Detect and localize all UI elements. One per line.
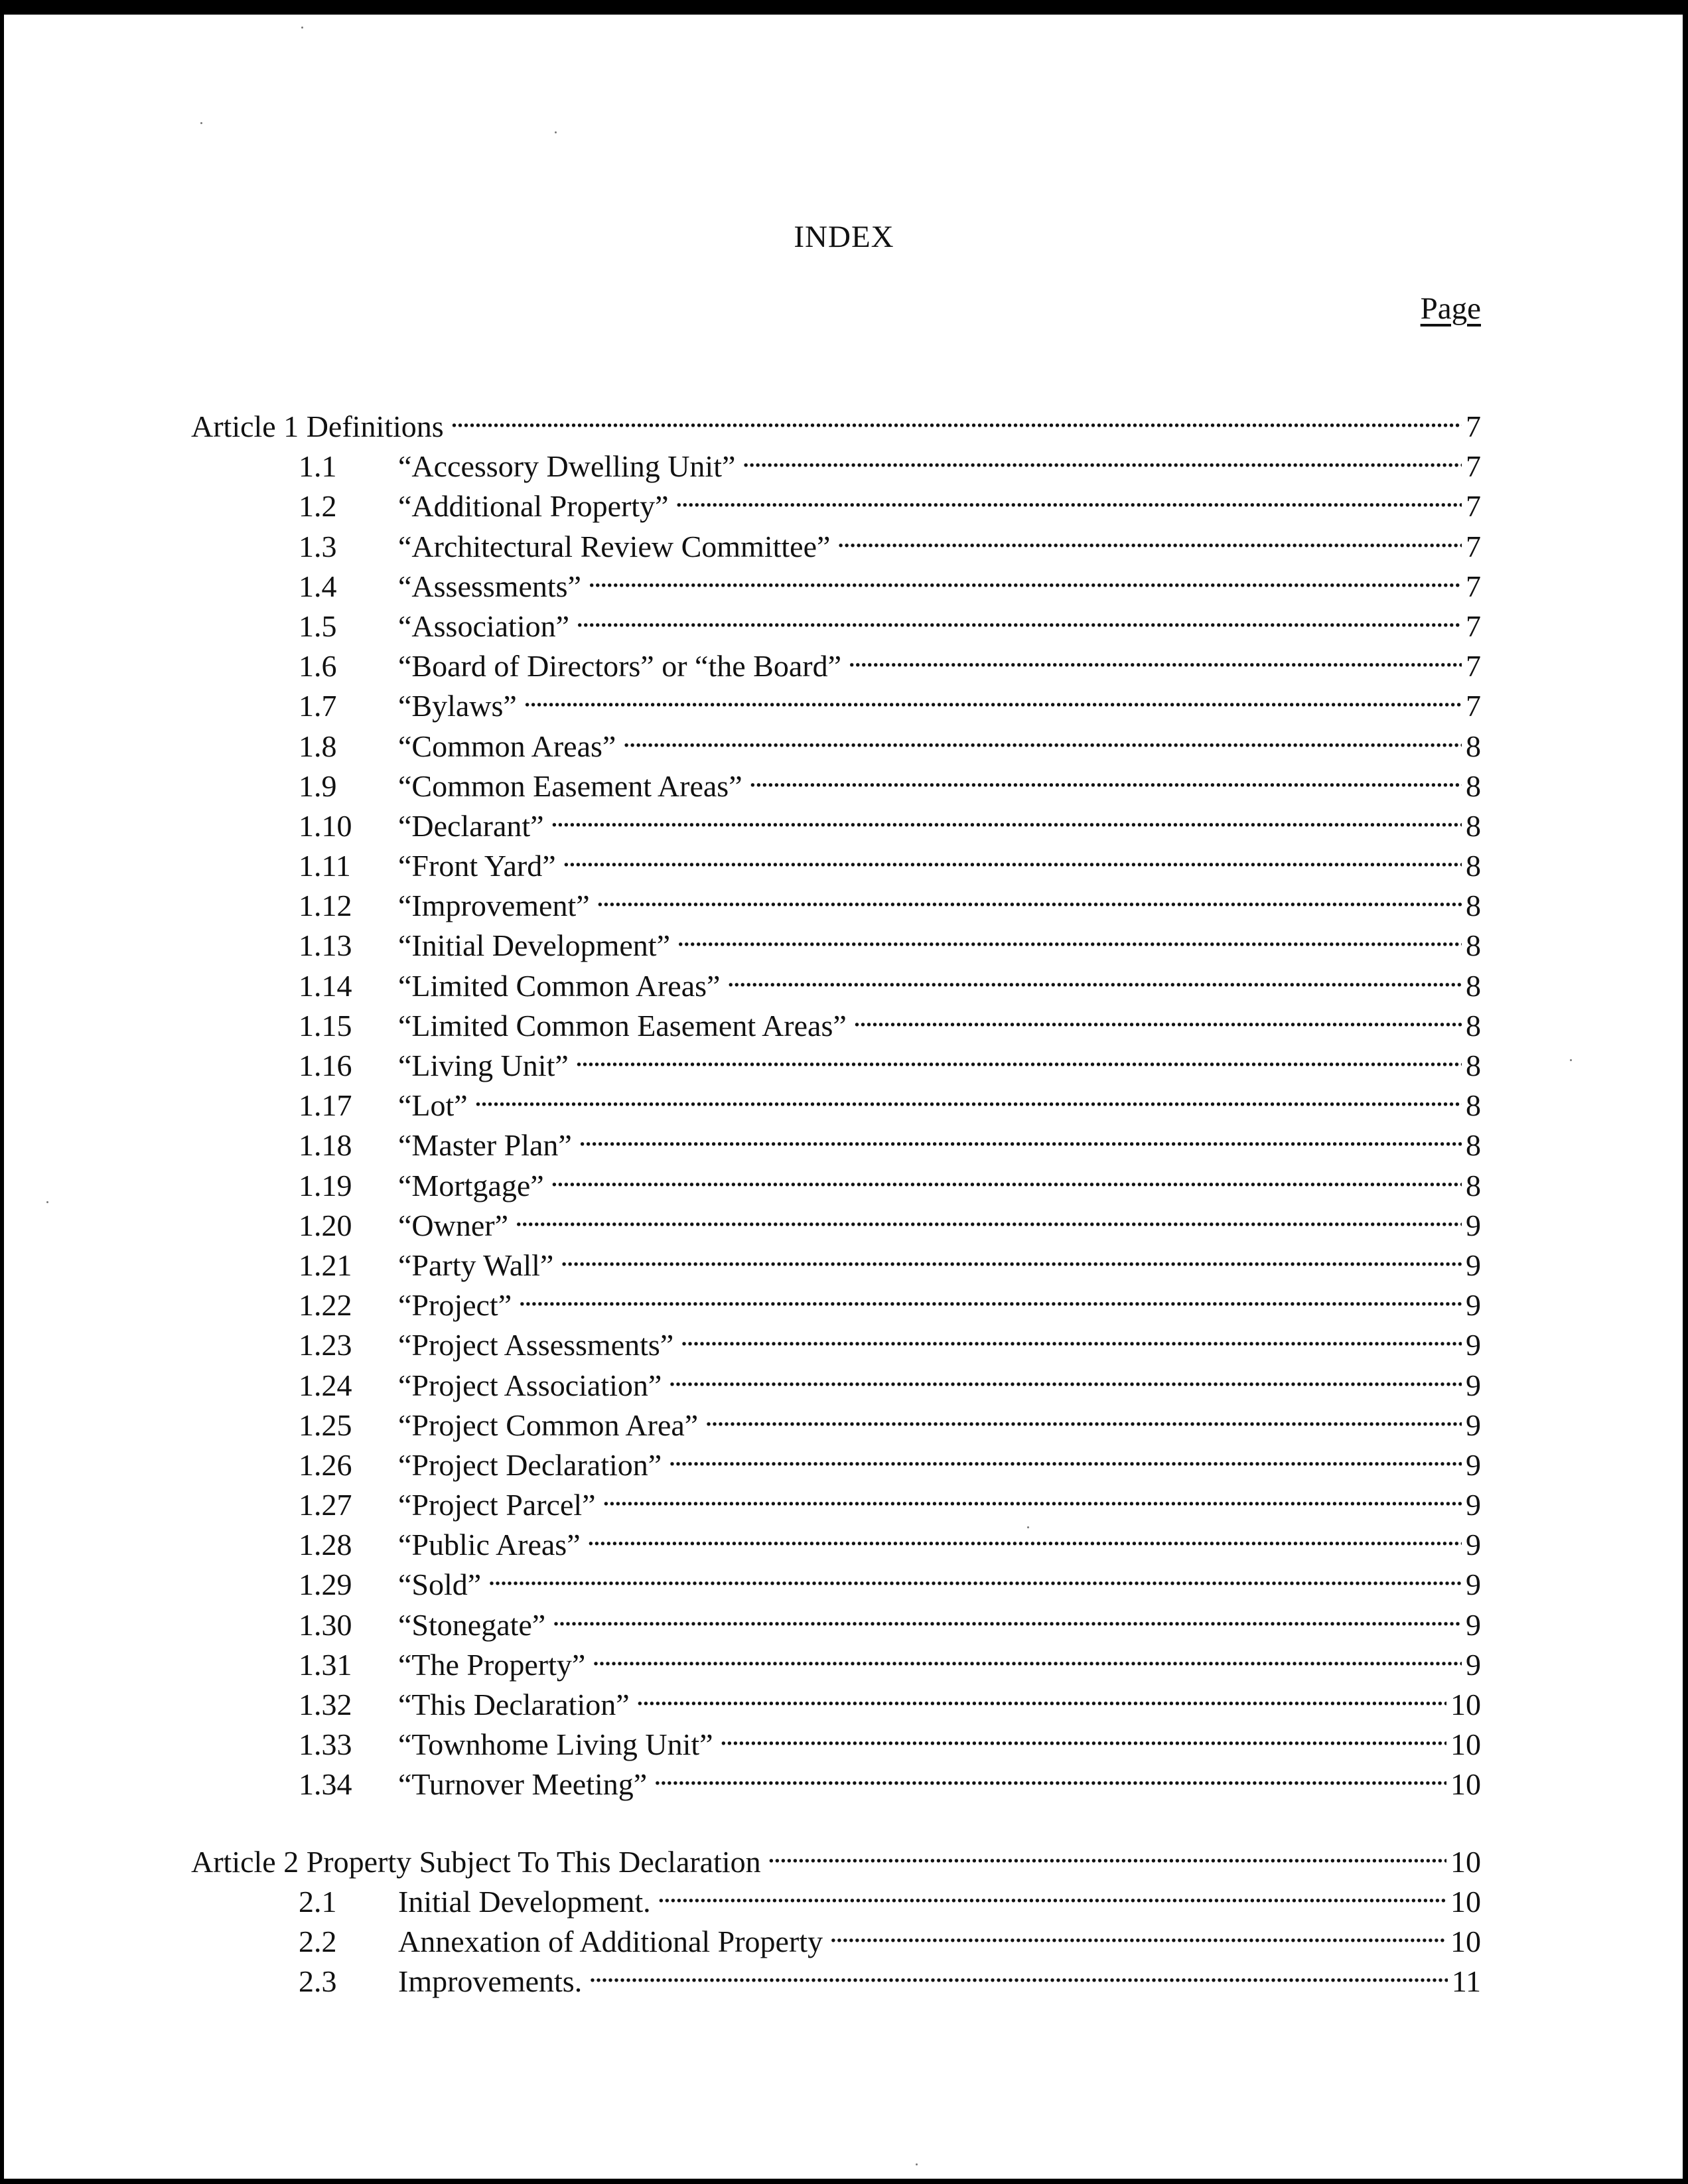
- scan-speck: [916, 2163, 918, 2165]
- page-number: 10: [1450, 1924, 1481, 1958]
- page-number: 8: [1466, 1088, 1481, 1123]
- dot-leader: [853, 996, 1462, 1036]
- section-title: “Lot”: [398, 1088, 468, 1123]
- section-number: 1.4: [299, 569, 337, 603]
- page-number: 7: [1466, 449, 1481, 484]
- page-number: 8: [1466, 729, 1481, 763]
- dot-leader: [622, 717, 1462, 757]
- section-title: “Declarant”: [398, 808, 544, 843]
- dot-leader: [551, 796, 1462, 836]
- section-number: 1.11: [299, 849, 351, 883]
- page-number: 8: [1466, 768, 1481, 803]
- dot-leader: [515, 1196, 1462, 1236]
- section-number: 1.20: [299, 1208, 352, 1242]
- page-number: 9: [1466, 1248, 1481, 1282]
- dot-leader: [451, 397, 1462, 437]
- section-title: “Improvement”: [398, 889, 590, 923]
- section-number: 1.5: [299, 609, 337, 643]
- dot-leader: [654, 1755, 1446, 1794]
- section-number: 1.3: [299, 529, 337, 563]
- page-number: 9: [1466, 1567, 1481, 1602]
- section-number: 1.1: [299, 449, 337, 484]
- section-number: 1.23: [299, 1328, 352, 1362]
- section-title: “Architectural Review Committee”: [398, 529, 831, 563]
- section-number: 1.26: [299, 1447, 352, 1482]
- dot-leader: [588, 557, 1462, 597]
- page-number: 8: [1466, 1008, 1481, 1043]
- page-number: 9: [1466, 1607, 1481, 1642]
- dot-leader: [587, 1515, 1462, 1555]
- dot-leader: [727, 956, 1462, 996]
- section-number: 1.30: [299, 1607, 352, 1642]
- section-title: “Project Association”: [398, 1368, 662, 1402]
- section-title: “This Declaration”: [398, 1688, 630, 1721]
- section-number: 1.17: [299, 1088, 352, 1123]
- page-number: 8: [1466, 1049, 1481, 1082]
- article-title: Article 2 Property Subject To This Declaration: [191, 1844, 761, 1879]
- dot-leader: [563, 836, 1462, 876]
- section-number: 1.2: [299, 489, 337, 524]
- dot-leader: [848, 636, 1462, 676]
- dot-leader: [668, 1356, 1462, 1396]
- dot-leader: [518, 1275, 1462, 1315]
- section-number: 2.2: [299, 1924, 337, 1958]
- section-title: “Owner”: [398, 1208, 509, 1242]
- section-number: 1.15: [299, 1008, 352, 1043]
- section-title: “Bylaws”: [398, 689, 517, 723]
- dot-leader: [829, 1912, 1446, 1952]
- page-number: 8: [1466, 968, 1481, 1003]
- dot-leader: [551, 1156, 1462, 1196]
- section-number: 1.33: [299, 1727, 352, 1762]
- section-title: “Living Unit”: [398, 1049, 569, 1082]
- page-number: 7: [1466, 649, 1481, 684]
- section-title: “Association”: [398, 609, 570, 643]
- dot-leader: [675, 476, 1462, 516]
- page-number: 9: [1466, 1208, 1481, 1242]
- scan-speck: [555, 131, 557, 133]
- section-title: “Limited Common Areas”: [398, 968, 721, 1003]
- section-number: 1.13: [299, 928, 352, 963]
- dot-leader: [589, 1952, 1447, 1992]
- section-number: 1.7: [299, 689, 337, 723]
- section-number: 1.10: [299, 808, 352, 843]
- page-column-header: Page: [1420, 291, 1481, 326]
- section-number: 1.14: [299, 968, 352, 1003]
- page-number: 11: [1451, 1964, 1481, 1999]
- article-title: Article 1 Definitions: [191, 409, 444, 443]
- section-number: 1.6: [299, 649, 337, 684]
- page-number: 9: [1466, 1368, 1481, 1402]
- section-title: “Project Parcel”: [398, 1488, 596, 1522]
- page-number: 7: [1466, 689, 1481, 723]
- dot-leader: [552, 1595, 1462, 1635]
- dot-leader: [575, 1036, 1462, 1076]
- dot-leader: [720, 1715, 1446, 1755]
- page-number: 8: [1466, 849, 1481, 883]
- page-number: 9: [1466, 1447, 1481, 1482]
- page-number: 9: [1466, 1647, 1481, 1682]
- dot-leader: [602, 1475, 1462, 1515]
- dot-leader: [592, 1635, 1462, 1675]
- scan-speck: [46, 1201, 48, 1203]
- dot-leader: [680, 1315, 1462, 1355]
- section-number: 1.29: [299, 1567, 352, 1602]
- dot-leader: [524, 676, 1462, 716]
- page-number: 9: [1466, 1328, 1481, 1362]
- scan-speck: [1027, 1526, 1029, 1528]
- section-number: 1.21: [299, 1248, 352, 1282]
- section-title: “Assessments”: [398, 569, 581, 603]
- section-title: “Stonegate”: [398, 1607, 546, 1642]
- page-number: 7: [1466, 529, 1481, 563]
- document-title: INDEX: [794, 220, 894, 254]
- section-number: 2.1: [299, 1884, 337, 1919]
- section-title: “Initial Development”: [398, 928, 671, 963]
- page-number: 8: [1466, 808, 1481, 843]
- scan-speck: [301, 27, 303, 29]
- section-number: 1.24: [299, 1368, 352, 1402]
- section-title: “The Property”: [398, 1647, 586, 1682]
- dot-leader: [474, 1076, 1462, 1116]
- page-number: 7: [1466, 609, 1481, 643]
- section-number: 2.3: [299, 1964, 337, 1999]
- section-number: 1.27: [299, 1488, 352, 1522]
- dot-leader: [579, 1116, 1462, 1155]
- page-number: 7: [1466, 569, 1481, 603]
- section-title: “Common Easement Areas”: [398, 768, 742, 803]
- dot-leader: [742, 437, 1462, 476]
- section-number: 1.32: [299, 1688, 352, 1721]
- section-title: “Master Plan”: [398, 1128, 572, 1163]
- page-number: 8: [1466, 1128, 1481, 1163]
- section-title: “Accessory Dwelling Unit”: [398, 449, 736, 484]
- toc-article-row: [191, 397, 1481, 443]
- page-number: 7: [1466, 409, 1481, 443]
- toc-article-row: [191, 1832, 1481, 1879]
- section-title: “Public Areas”: [398, 1528, 581, 1562]
- dot-leader: [677, 916, 1462, 956]
- page-number: 10: [1450, 1884, 1481, 1919]
- section-number: 1.22: [299, 1288, 352, 1323]
- section-number: 1.31: [299, 1647, 352, 1682]
- scan-speck: [1570, 1059, 1572, 1061]
- section-title: “Project”: [398, 1288, 512, 1323]
- section-number: 1.28: [299, 1528, 352, 1562]
- page-number: 9: [1466, 1408, 1481, 1442]
- section-number: 1.12: [299, 889, 352, 923]
- page-number: 9: [1466, 1488, 1481, 1522]
- dot-leader: [768, 1832, 1446, 1872]
- dot-leader: [658, 1872, 1446, 1912]
- page-number: 10: [1450, 1688, 1481, 1721]
- section-title: “Front Yard”: [398, 849, 556, 883]
- page-number: 7: [1466, 489, 1481, 524]
- page-number: 9: [1466, 1528, 1481, 1562]
- section-number: 1.34: [299, 1767, 352, 1802]
- section-number: 1.8: [299, 729, 337, 763]
- dot-leader: [668, 1435, 1462, 1475]
- page-number: 10: [1450, 1767, 1481, 1802]
- section-title: “Townhome Living Unit”: [398, 1727, 713, 1762]
- section-title: “Sold”: [398, 1567, 482, 1602]
- section-title: “Project Assessments”: [398, 1328, 674, 1362]
- section-number: 1.16: [299, 1049, 352, 1082]
- section-title: “Mortgage”: [398, 1168, 544, 1202]
- section-title: “Party Wall”: [398, 1248, 554, 1282]
- section-title: “Project Declaration”: [398, 1447, 662, 1482]
- section-title: “Project Common Area”: [398, 1408, 699, 1442]
- section-title: Improvements.: [398, 1964, 583, 1999]
- section-title: “Board of Directors” or “the Board”: [398, 649, 841, 684]
- section-title: Annexation of Additional Property: [398, 1924, 823, 1958]
- page-number: 9: [1466, 1288, 1481, 1323]
- dot-leader: [636, 1675, 1446, 1715]
- section-title: “Common Areas”: [398, 729, 616, 763]
- page-number: 8: [1466, 928, 1481, 963]
- dot-leader: [705, 1396, 1462, 1435]
- section-number: 1.19: [299, 1168, 352, 1202]
- dot-leader: [597, 876, 1462, 916]
- section-title: “Limited Common Easement Areas”: [398, 1008, 847, 1043]
- dot-leader: [749, 757, 1462, 796]
- dot-leader: [576, 597, 1462, 636]
- dot-leader: [488, 1555, 1462, 1595]
- section-number: 1.9: [299, 768, 337, 803]
- section-title: Initial Development.: [398, 1884, 651, 1919]
- page-number: 8: [1466, 889, 1481, 923]
- section-title: “Additional Property”: [398, 489, 669, 524]
- dot-leader: [837, 517, 1462, 557]
- section-title: “Turnover Meeting”: [398, 1767, 648, 1802]
- scan-speck: [200, 122, 202, 124]
- page-number: 8: [1466, 1168, 1481, 1202]
- page-number: 10: [1450, 1844, 1481, 1879]
- section-number: 1.18: [299, 1128, 352, 1163]
- page-number: 10: [1450, 1727, 1481, 1762]
- dot-leader: [560, 1236, 1462, 1275]
- table-of-contents: [191, 397, 1481, 1999]
- section-number: 1.25: [299, 1408, 352, 1442]
